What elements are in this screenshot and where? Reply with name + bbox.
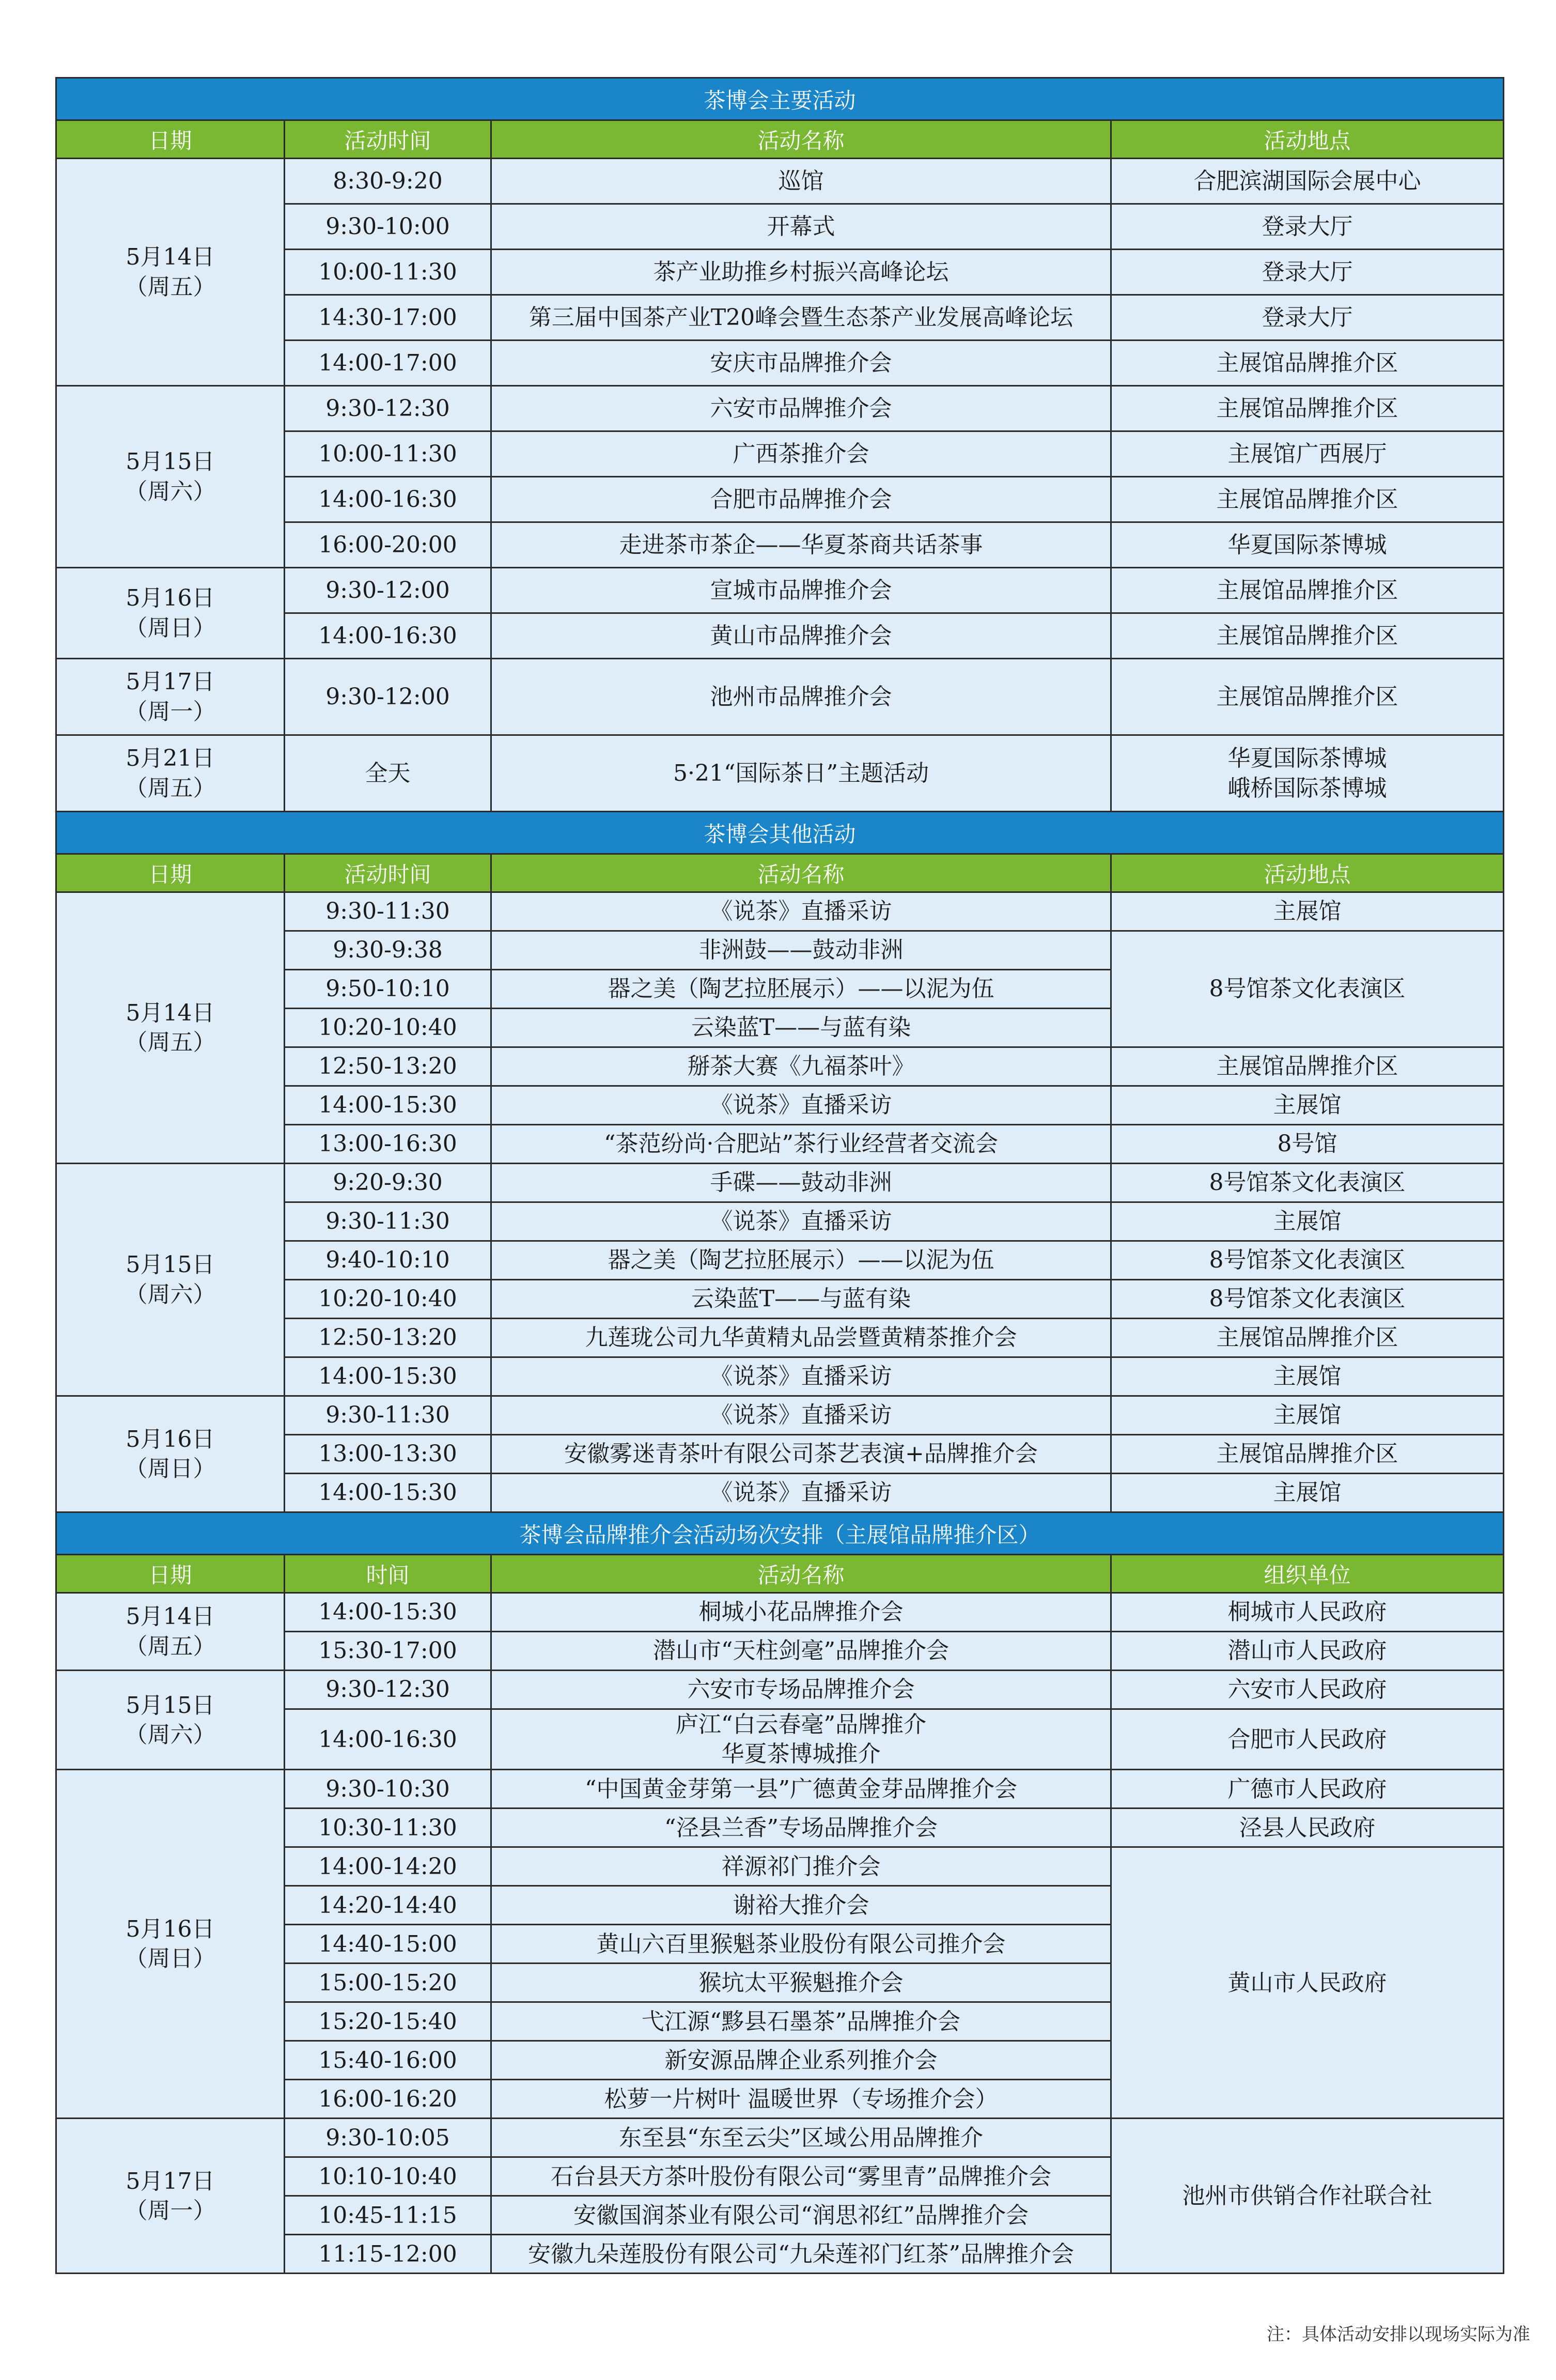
location-cell: 广德市人民政府 <box>1111 1770 1504 1809</box>
location-cell: 主展馆 <box>1111 1474 1504 1512</box>
table-row <box>56 159 1504 204</box>
section-title: 茶博会其他活动 <box>56 812 1504 854</box>
time-cell: 9:30-11:30 <box>285 892 491 931</box>
table-row <box>56 735 1504 812</box>
column-header: 活动时间 <box>285 120 491 159</box>
activity-name-cell: 池州市品牌推介会 <box>491 659 1111 735</box>
time-cell: 全天 <box>285 735 491 812</box>
location-cell: 主展馆 <box>1111 1396 1504 1435</box>
location-cell: 主展馆品牌推介区 <box>1111 568 1504 613</box>
time-cell: 14:00-15:30 <box>285 1474 491 1512</box>
date-day: 5月17日 <box>126 2168 215 2194</box>
activity-name-cell: 《说茶》直播采访 <box>491 1202 1111 1241</box>
table-row <box>56 386 1504 431</box>
time-cell: 10:00-11:30 <box>285 431 491 477</box>
time-cell: 12:50-13:20 <box>285 1047 491 1086</box>
time-cell: 14:00-17:00 <box>285 341 491 386</box>
time-cell: 11:15-12:00 <box>285 2235 491 2274</box>
location-cell: 主展馆品牌推介区 <box>1111 1435 1504 1474</box>
activity-name-cell: 安庆市品牌推介会 <box>491 341 1111 386</box>
location-line: 华夏国际茶博城 <box>1227 745 1387 772</box>
date-cell <box>56 159 285 386</box>
location-cell: 桐城市人民政府 <box>1111 1593 1504 1632</box>
time-cell: 16:00-16:20 <box>285 2080 491 2119</box>
activity-name-line: 华夏茶博城推介 <box>721 1741 881 1768</box>
activity-name-cell: 开幕式 <box>491 204 1111 250</box>
activity-name-cell: 《说茶》直播采访 <box>491 1086 1111 1125</box>
column-header: 活动地点 <box>1111 120 1504 159</box>
activity-name-cell <box>491 1709 1111 1770</box>
time-cell: 9:30-10:30 <box>285 1770 491 1809</box>
location-cell: 主展馆 <box>1111 1202 1504 1241</box>
time-cell: 10:45-11:15 <box>285 2196 491 2235</box>
activity-name-cell: 巡馆 <box>491 159 1111 204</box>
table-row <box>56 892 1504 931</box>
time-cell: 9:30-11:30 <box>285 1202 491 1241</box>
time-cell: 10:20-10:40 <box>285 1280 491 1319</box>
location-cell: 池州市供销合作社联合社 <box>1111 2119 1504 2274</box>
section-title-row <box>56 812 1504 854</box>
location-cell: 主展馆品牌推介区 <box>1111 659 1504 735</box>
time-cell: 9:30-12:00 <box>285 568 491 613</box>
time-cell: 14:00-16:30 <box>285 477 491 522</box>
time-cell: 9:30-9:38 <box>285 931 491 970</box>
date-weekday: （周六） <box>125 1281 216 1308</box>
time-cell: 9:30-11:30 <box>285 1396 491 1435</box>
table-row <box>56 1164 1504 1202</box>
location-cell: 主展馆品牌推介区 <box>1111 613 1504 659</box>
location-cell: 登录大厅 <box>1111 295 1504 341</box>
activity-name-cell: 松萝一片树叶 温暖世界（专场推介会） <box>491 2080 1111 2119</box>
activity-name-cell: 桐城小花品牌推介会 <box>491 1593 1111 1632</box>
activity-name-cell: “泾县兰香”专场品牌推介会 <box>491 1809 1111 1847</box>
time-cell: 10:20-10:40 <box>285 1009 491 1047</box>
time-cell: 9:20-9:30 <box>285 1164 491 1202</box>
activity-name-cell: 安徽雾迷青茶叶有限公司茶艺表演+品牌推介会 <box>491 1435 1111 1474</box>
activity-name-cell: 安徽国润茶业有限公司“润思祁红”品牌推介会 <box>491 2196 1111 2235</box>
date-weekday: （周六） <box>125 478 216 505</box>
activity-name-cell: 祥源祁门推介会 <box>491 1847 1111 1886</box>
activity-name-cell: 弋江源“黟县石墨茶”品牌推介会 <box>491 2002 1111 2041</box>
column-header: 日期 <box>56 1555 285 1593</box>
time-cell: 14:00-14:20 <box>285 1847 491 1886</box>
location-cell: 主展馆广西展厅 <box>1111 431 1504 477</box>
activity-name-cell: 合肥市品牌推介会 <box>491 477 1111 522</box>
activity-name-cell: 东至县“东至云尖”区域公用品牌推介 <box>491 2119 1111 2157</box>
time-cell: 15:40-16:00 <box>285 2041 491 2080</box>
schedule-table <box>55 77 1504 2274</box>
location-cell: 主展馆品牌推介区 <box>1111 386 1504 431</box>
table-row <box>56 1396 1504 1435</box>
column-header-row <box>56 854 1504 892</box>
date-weekday: （周六） <box>125 1721 216 1748</box>
section-title-row <box>56 78 1504 120</box>
location-cell: 六安市人民政府 <box>1111 1671 1504 1709</box>
date-day: 5月15日 <box>126 1692 215 1719</box>
activity-name-cell: “中国黄金芽第一县”广德黄金芽品牌推介会 <box>491 1770 1111 1809</box>
date-cell <box>56 1593 285 1671</box>
date-day: 5月16日 <box>126 1426 215 1452</box>
column-header: 活动名称 <box>491 1555 1111 1593</box>
activity-name-cell: 《说茶》直播采访 <box>491 1474 1111 1512</box>
activity-name-cell: 黄山市品牌推介会 <box>491 613 1111 659</box>
date-weekday: （周五） <box>125 1633 216 1660</box>
activity-name-cell: 茶产业助推乡村振兴高峰论坛 <box>491 250 1111 295</box>
activity-name-cell: 宣城市品牌推介会 <box>491 568 1111 613</box>
section-title: 茶博会品牌推介会活动场次安排（主展馆品牌推介区） <box>56 1512 1504 1555</box>
time-cell: 16:00-20:00 <box>285 522 491 568</box>
time-cell: 13:00-16:30 <box>285 1125 491 1164</box>
activity-name-cell: 黄山六百里猴魁茶业股份有限公司推介会 <box>491 1925 1111 1964</box>
location-cell: 主展馆 <box>1111 1357 1504 1396</box>
table-row <box>56 1770 1504 1809</box>
location-cell: 8号馆 <box>1111 1125 1504 1164</box>
date-cell <box>56 735 285 812</box>
location-cell: 主展馆品牌推介区 <box>1111 477 1504 522</box>
time-cell: 9:30-10:05 <box>285 2119 491 2157</box>
date-cell <box>56 1770 285 2119</box>
date-day: 5月14日 <box>126 244 215 271</box>
location-cell: 登录大厅 <box>1111 204 1504 250</box>
location-cell: 合肥市人民政府 <box>1111 1709 1504 1770</box>
location-cell: 潜山市人民政府 <box>1111 1632 1504 1671</box>
activity-name-cell: 新安源品牌企业系列推介会 <box>491 2041 1111 2080</box>
activity-name-cell: 掰茶大赛《九福茶叶》 <box>491 1047 1111 1086</box>
date-day: 5月16日 <box>126 585 215 612</box>
location-cell: 华夏国际茶博城 <box>1111 522 1504 568</box>
activity-name-cell: 六安市专场品牌推介会 <box>491 1671 1111 1709</box>
date-weekday: （周五） <box>125 273 216 300</box>
time-cell: 13:00-13:30 <box>285 1435 491 1474</box>
date-weekday: （周日） <box>125 1456 216 1482</box>
time-cell: 9:30-12:30 <box>285 1671 491 1709</box>
activity-name-cell: 《说茶》直播采访 <box>491 1396 1111 1435</box>
location-cell: 8号馆茶文化表演区 <box>1111 1164 1504 1202</box>
time-cell: 10:00-11:30 <box>285 250 491 295</box>
time-cell: 15:30-17:00 <box>285 1632 491 1671</box>
date-cell <box>56 892 285 1164</box>
table-row <box>56 659 1504 735</box>
time-cell: 15:20-15:40 <box>285 2002 491 2041</box>
activity-name-line: 庐江“白云春毫”品牌推介 <box>676 1711 926 1738</box>
column-header: 活动名称 <box>491 854 1111 892</box>
activity-name-cell: 潜山市“天柱剑毫”品牌推介会 <box>491 1632 1111 1671</box>
date-day: 5月14日 <box>126 999 215 1026</box>
location-cell: 8号馆茶文化表演区 <box>1111 931 1504 1047</box>
date-cell <box>56 1164 285 1396</box>
activity-name-cell: 广西茶推介会 <box>491 431 1111 477</box>
column-header: 活动名称 <box>491 120 1111 159</box>
time-cell: 9:30-12:00 <box>285 659 491 735</box>
column-header-row <box>56 120 1504 159</box>
activity-name-cell: 九莲珑公司九华黄精丸品尝暨黄精茶推介会 <box>491 1319 1111 1357</box>
activity-name-cell: 器之美（陶艺拉胚展示）——以泥为伍 <box>491 1241 1111 1280</box>
activity-name-cell: 猴坑太平猴魁推介会 <box>491 1964 1111 2002</box>
activity-name-cell: 5·21“国际茶日”主题活动 <box>491 735 1111 812</box>
time-cell: 9:30-12:30 <box>285 386 491 431</box>
table-row <box>56 2119 1504 2157</box>
time-cell: 14:30-17:00 <box>285 295 491 341</box>
column-header: 日期 <box>56 120 285 159</box>
date-weekday: （周五） <box>125 775 216 801</box>
activity-name-cell: 第三届中国茶产业T20峰会暨生态茶产业发展高峰论坛 <box>491 295 1111 341</box>
activity-name-cell: 谢裕大推介会 <box>491 1886 1111 1925</box>
location-cell: 主展馆品牌推介区 <box>1111 1319 1504 1357</box>
activity-name-cell: 安徽九朵莲股份有限公司“九朵莲祁门红茶”品牌推介会 <box>491 2235 1111 2274</box>
location-cell <box>1111 735 1504 812</box>
column-header: 时间 <box>285 1555 491 1593</box>
date-cell <box>56 1671 285 1770</box>
activity-name-cell: 走进茶市茶企——华夏茶商共话茶事 <box>491 522 1111 568</box>
activity-name-cell: 《说茶》直播采访 <box>491 892 1111 931</box>
activity-name-cell: 《说茶》直播采访 <box>491 1357 1111 1396</box>
time-cell: 9:50-10:10 <box>285 970 491 1009</box>
location-cell: 8号馆茶文化表演区 <box>1111 1241 1504 1280</box>
date-day: 5月17日 <box>126 669 215 696</box>
activity-name-cell: 手碟——鼓动非洲 <box>491 1164 1111 1202</box>
time-cell: 14:20-14:40 <box>285 1886 491 1925</box>
activity-name-cell: 云染蓝T——与蓝有染 <box>491 1280 1111 1319</box>
footnote: 注：具体活动安排以现场实际为准 <box>1267 2324 1530 2345</box>
time-cell: 9:30-10:00 <box>285 204 491 250</box>
location-cell: 主展馆品牌推介区 <box>1111 1047 1504 1086</box>
time-cell: 15:00-15:20 <box>285 1964 491 2002</box>
activity-name-cell: “茶范纷尚·合肥站”茶行业经营者交流会 <box>491 1125 1111 1164</box>
time-cell: 12:50-13:20 <box>285 1319 491 1357</box>
location-cell: 8号馆茶文化表演区 <box>1111 1280 1504 1319</box>
table-row <box>56 1593 1504 1632</box>
table-row <box>56 568 1504 613</box>
column-header: 活动时间 <box>285 854 491 892</box>
date-weekday: （周一） <box>125 2197 216 2224</box>
location-cell: 泾县人民政府 <box>1111 1809 1504 1847</box>
time-cell: 14:00-15:30 <box>285 1593 491 1632</box>
date-weekday: （周一） <box>125 698 216 725</box>
date-cell <box>56 386 285 568</box>
time-cell: 10:10-10:40 <box>285 2157 491 2196</box>
section-title: 茶博会主要活动 <box>56 78 1504 120</box>
time-cell: 8:30-9:20 <box>285 159 491 204</box>
table-row <box>56 1671 1504 1709</box>
time-cell: 14:00-15:30 <box>285 1086 491 1125</box>
time-cell: 10:30-11:30 <box>285 1809 491 1847</box>
date-day: 5月15日 <box>126 449 215 475</box>
location-cell: 黄山市人民政府 <box>1111 1847 1504 2119</box>
date-cell <box>56 659 285 735</box>
date-day: 5月16日 <box>126 1916 215 1943</box>
date-weekday: （周日） <box>125 1945 216 1972</box>
column-header-row <box>56 1555 1504 1593</box>
location-cell: 合肥滨湖国际会展中心 <box>1111 159 1504 204</box>
section-title-row <box>56 1512 1504 1555</box>
location-line: 峨桥国际茶博城 <box>1227 775 1387 801</box>
activity-name-cell: 石台县天方茶叶股份有限公司“雾里青”品牌推介会 <box>491 2157 1111 2196</box>
location-cell: 主展馆品牌推介区 <box>1111 341 1504 386</box>
time-cell: 9:40-10:10 <box>285 1241 491 1280</box>
activity-name-cell: 云染蓝T——与蓝有染 <box>491 1009 1111 1047</box>
time-cell: 14:00-16:30 <box>285 613 491 659</box>
activity-name-cell: 器之美（陶艺拉胚展示）——以泥为伍 <box>491 970 1111 1009</box>
date-day: 5月15日 <box>126 1251 215 1278</box>
time-cell: 14:00-15:30 <box>285 1357 491 1396</box>
date-cell <box>56 2119 285 2274</box>
column-header: 活动地点 <box>1111 854 1504 892</box>
date-weekday: （周日） <box>125 614 216 641</box>
time-cell: 14:00-16:30 <box>285 1709 491 1770</box>
schedule-body <box>56 78 1504 2274</box>
activity-name-cell: 非洲鼓——鼓动非洲 <box>491 931 1111 970</box>
date-day: 5月21日 <box>126 745 215 772</box>
location-cell: 主展馆 <box>1111 1086 1504 1125</box>
date-cell <box>56 1396 285 1512</box>
location-cell: 登录大厅 <box>1111 250 1504 295</box>
date-cell <box>56 568 285 659</box>
date-day: 5月14日 <box>126 1603 215 1630</box>
time-cell: 14:40-15:00 <box>285 1925 491 1964</box>
column-header: 日期 <box>56 854 285 892</box>
date-weekday: （周五） <box>125 1029 216 1056</box>
column-header: 组织单位 <box>1111 1555 1504 1593</box>
activity-name-cell: 六安市品牌推介会 <box>491 386 1111 431</box>
location-cell: 主展馆 <box>1111 892 1504 931</box>
